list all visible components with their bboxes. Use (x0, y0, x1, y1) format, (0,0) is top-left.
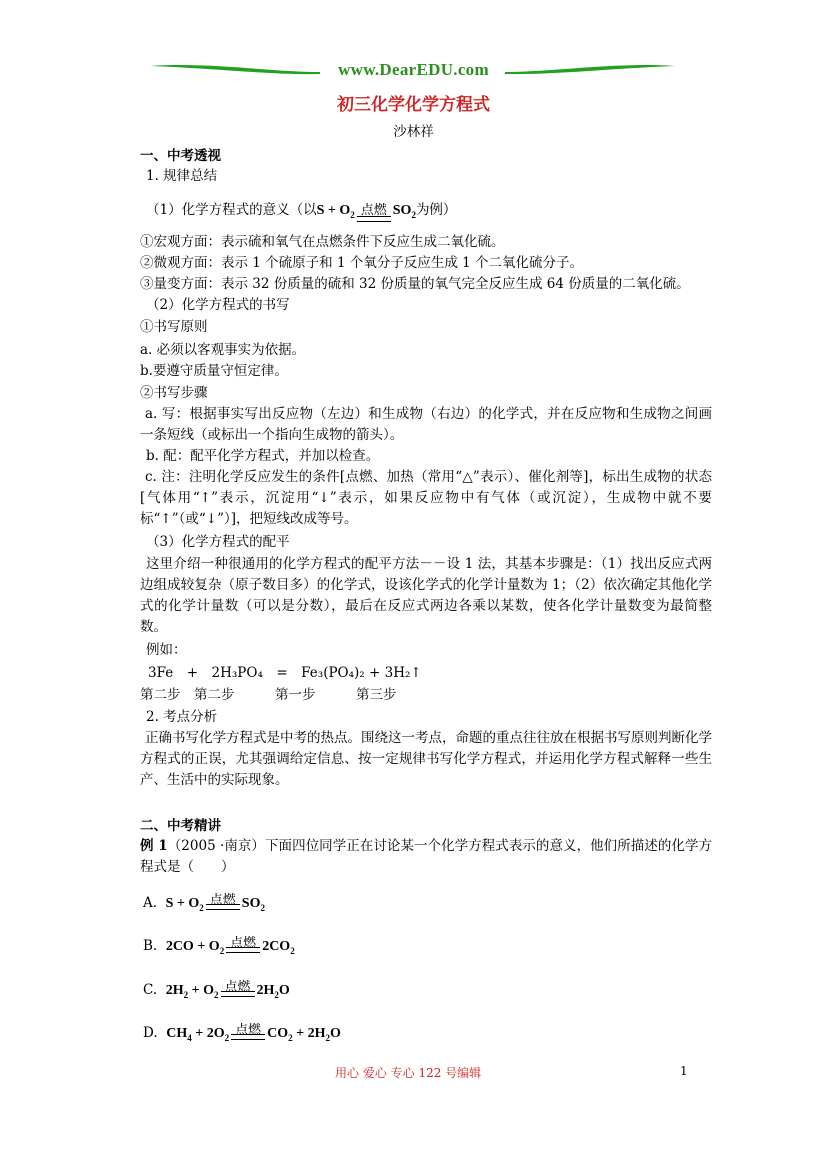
subsection-1-1: 1. 规律总结 (146, 168, 218, 184)
option-c: C. $2H_2 + O_2$ 点燃 $2H_2O$ (143, 979, 290, 1000)
balancing-heading: （3）化学方程式的配平 (146, 534, 290, 550)
writing-heading: （2）化学方程式的书写 (146, 297, 290, 313)
writing-steps: ②书写步骤 (140, 385, 208, 401)
micro-meaning: ②微观方面：表示 1 个硫原子和 1 个氧分子反应生成 1 个二氧化硫分子。 (140, 255, 584, 271)
option-a: A. $S + O_2$ 点燃 $SO_2$ (143, 892, 265, 913)
example-1: 例 1（2005 ·南京）下面四位同学正在讨论某一个化学方程式表示的意义，他们所描述的化学方程式是（ ） (140, 838, 712, 875)
balancing-paragraph: 这里介绍一种很通用的化学方程式的配平方法－－设 1 法，其基本步骤是：（1）找出反应式两边组成较复杂（原子数目多）的化学式，设该化学式的化学计量数为 1；（2）依次确定其他化学式的化学计量数（可以是分数），最后在反应式两边各乘以某数，使各化学计量数变为最简整数。 (140, 556, 712, 635)
section-heading-2: 二、中考精讲 (140, 818, 221, 834)
section-heading-1: 一、中考透视 (140, 148, 221, 164)
reaction-condition: 点燃 (357, 216, 391, 225)
exam-analysis-paragraph: 正确书写化学方程式是中考的热点。围绕这一考点，命题的重点往往放在根据书写原则判断化学方程式的正误，尤其强调给定信息、按一定规律书写化学方程式，并运用化学方程式解释一些生产、生活中的实际现象。 (140, 730, 712, 788)
option-b: B. $2CO + O_2$ 点燃 $2CO_2$ (143, 935, 295, 956)
macro-meaning: ①宏观方面：表示硫和氧气在点燃条件下反应生成二氧化硫。 (140, 234, 505, 250)
example-equation: 3Fe + 2H₃PO₄ = Fe₃(PO₄)₂ + 3H₂↑ (148, 665, 422, 681)
option-d: D. $CH_4 + 2O_2$ 点燃 $CO_2 + 2H_2O$ (143, 1022, 341, 1043)
equation-s-o2: $S + O_2$ 点燃 $SO_2$ (317, 203, 416, 218)
example-steps: 第二步 第二步 第一步 第三步 (140, 687, 397, 703)
document-title: 初三化学化学方程式 (337, 95, 490, 115)
page-number: 1 (680, 1064, 688, 1078)
site-url: www.DearEDU.com (338, 60, 489, 79)
example-label: 例如： (146, 642, 187, 658)
step-b: b. 配：配平化学方程式，并加以检查。 (146, 448, 380, 464)
writing-principles: ①书写原则 (140, 319, 208, 335)
step-a-paragraph: a. 写：根据事实写出反应物（左边）和生成物（右边）的化学式，并在反应物和生成物之间画一条短线（或标出一个指向生成物的箭头）。 (140, 406, 712, 443)
principle-a: a. 必须以客观事实为依据。 (140, 342, 306, 358)
author: 沙林祥 (393, 124, 434, 140)
subsection-1-2: 2. 考点分析 (146, 709, 218, 725)
footer-text: 用心 爱心 专心 122 号编辑 (335, 1066, 482, 1080)
step-c-paragraph: c. 注：注明化学反应发生的条件[点燃、加热（常用“△”表示）、催化剂等]，标出生成物的状态[气体用“↑”表示，沉淀用“↓”表示，如果反应物中有气体（或沉淀），生成物中就不要标“↑”（或“↓”）]，把短线改成等号。 (140, 469, 712, 527)
meaning-line: （1）化学方程式的意义（以$S + O_2$ 点燃 $SO_2$为例） (146, 200, 456, 225)
principle-b: b.要遵守质量守恒定律。 (140, 363, 288, 379)
quantity-meaning: ③量变方面：表示 32 份质量的硫和 32 份质量的氧气完全反应生成 64 份质量的二氧化硫。 (140, 276, 690, 292)
